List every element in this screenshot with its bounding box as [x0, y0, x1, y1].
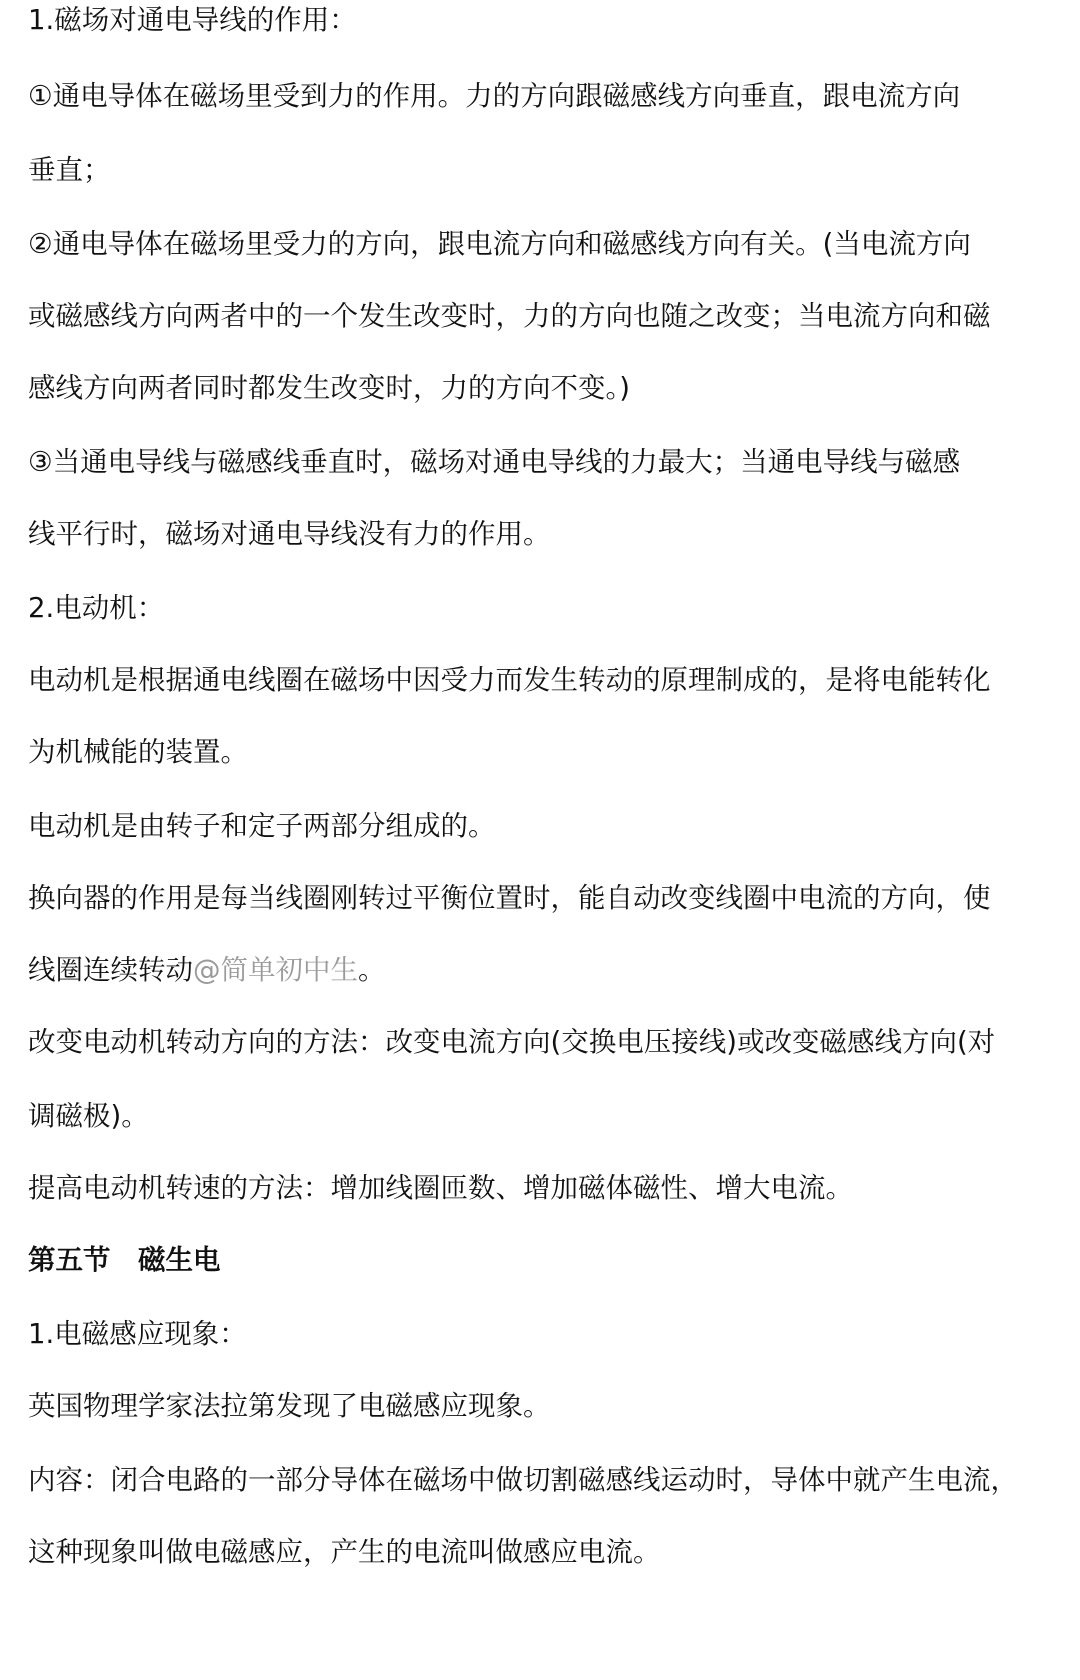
paragraph-line: 感线方向两者同时都发生改变时，力的方向不变。): [28, 372, 630, 404]
heading-induction: 1.电磁感应现象：: [28, 1318, 247, 1350]
paragraph-line-with-watermark: [28, 952, 1058, 988]
paragraph-line: 调磁极)。: [28, 1100, 149, 1132]
paragraph-line: 或磁感线方向两者中的一个发生改变时，力的方向也随之改变；当电流方向和磁: [28, 300, 991, 332]
paragraph-line: 电动机是根据通电线圈在磁场中因受力而发生转动的原理制成的，是将电能转化: [28, 664, 991, 696]
paragraph-line: 内容：闭合电路的一部分导体在磁场中做切割磁感线运动时，导体中就产生电流，: [28, 1464, 1018, 1496]
paragraph-text: 线圈连续转动: [28, 954, 193, 986]
paragraph-line: 为机械能的装置。: [28, 736, 248, 768]
paragraph-line: 垂直；: [28, 154, 111, 186]
paragraph-line: ①通电导体在磁场里受到力的作用。力的方向跟磁感线方向垂直，跟电流方向: [28, 80, 961, 112]
paragraph-text: 。: [358, 954, 386, 986]
paragraph-line: 电动机是由转子和定子两部分组成的。: [28, 810, 496, 842]
paragraph-line: 提高电动机转速的方法：增加线圈匝数、增加磁体磁性、增大电流。: [28, 1172, 853, 1204]
watermark: @简单初中生: [193, 954, 358, 986]
paragraph-line: ③当通电导线与磁感线垂直时，磁场对通电导线的力最大；当通电导线与磁感: [28, 446, 961, 478]
paragraph-line: 改变电动机转动方向的方法：改变电流方向(交换电压接线)或改变磁感线方向(对: [28, 1026, 996, 1058]
paragraph-line: 英国物理学家法拉第发现了电磁感应现象。: [28, 1390, 551, 1422]
heading-motor: 2.电动机：: [28, 592, 165, 624]
paragraph-line: ②通电导体在磁场里受力的方向，跟电流方向和磁感线方向有关。(当电流方向: [28, 228, 971, 260]
section-title: 第五节 磁生电: [28, 1244, 221, 1276]
paragraph-line: 线平行时，磁场对通电导线没有力的作用。: [28, 518, 551, 550]
paragraph-line: 换向器的作用是每当线圈刚转过平衡位置时，能自动改变线圈中电流的方向，使: [28, 882, 991, 914]
heading-magnetic-force: 1.磁场对通电导线的作用：: [28, 4, 357, 36]
paragraph-line: 这种现象叫做电磁感应，产生的电流叫做感应电流。: [28, 1536, 661, 1568]
